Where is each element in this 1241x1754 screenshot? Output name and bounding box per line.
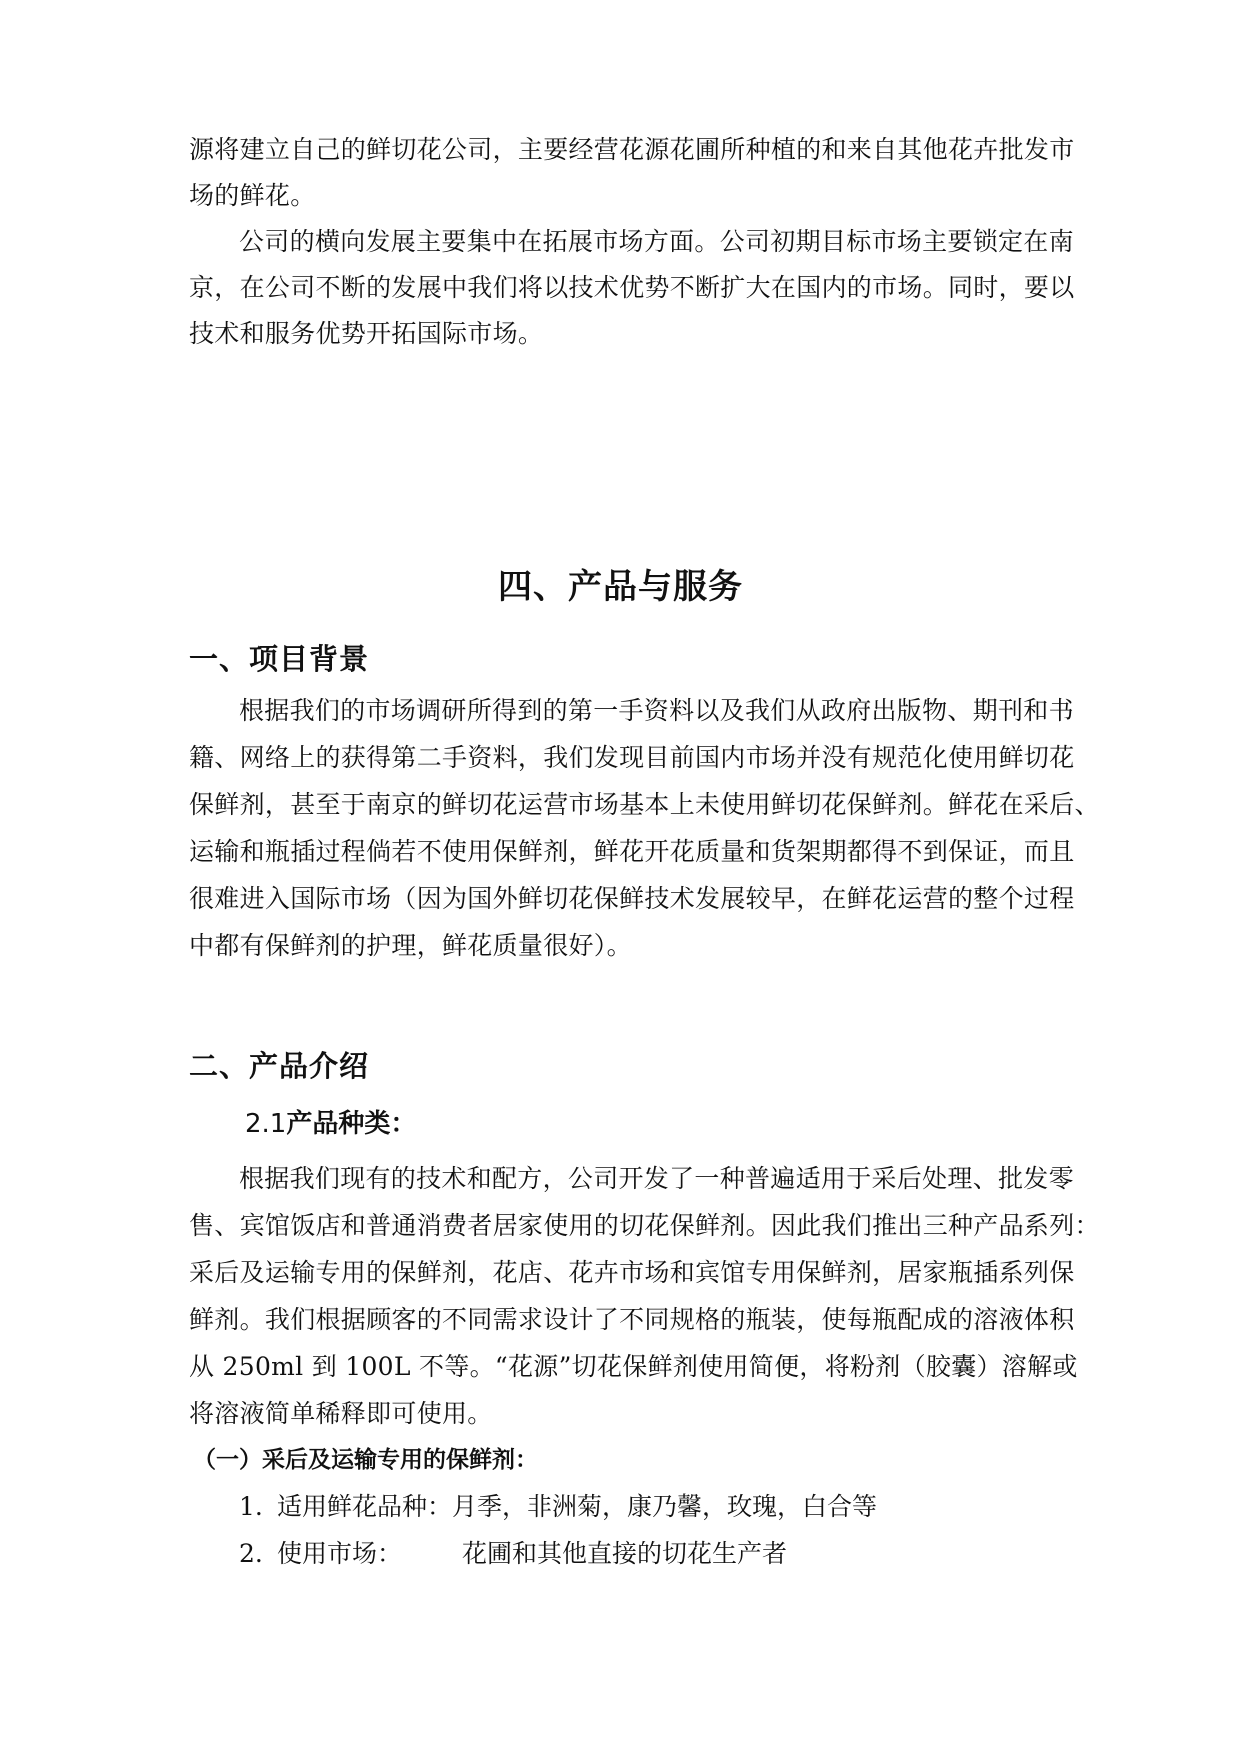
list-item-value: 月季，非洲菊，康乃馨，玫瑰，白合等	[452, 1492, 878, 1521]
list-item-number: 1.	[239, 1492, 263, 1521]
list-item-label: 适用鲜花品种：	[277, 1492, 453, 1521]
intro-line-1: 源将建立自己的鲜切花公司，主要经营花源花圃所种植的和来自其他花卉批发市	[189, 135, 1075, 164]
list-item-value: 花圃和其他直接的切花生产者	[462, 1539, 788, 1568]
background-line-6: 中都有保鲜剂的护理，鲜花质量很好）。	[189, 931, 632, 960]
background-line-5: 很难进入国际市场（因为国外鲜切花保鲜技术发展较早，在鲜花运营的整个过程	[189, 884, 1075, 913]
background-line-4: 运输和瓶插过程倘若不使用保鲜剂，鲜花开花质量和货架期都得不到保证，而且	[189, 837, 1075, 866]
list-item-market	[239, 1538, 787, 1570]
list-item-number: 2.	[239, 1539, 263, 1568]
section-title-background: 一、项目背景	[189, 642, 370, 676]
subhead-postharvest: （一）采后及运输专用的保鲜剂：	[193, 1446, 538, 1473]
products-line-3: 采后及运输专用的保鲜剂，花店、花卉市场和宾馆专用保鲜剂，居家瓶插系列保	[189, 1258, 1075, 1287]
intro-line-3: 公司的横向发展主要集中在拓展市场方面。公司初期目标市场主要锁定在南	[239, 227, 1074, 256]
products-line-6: 将溶液简单稀释即可使用。	[189, 1399, 493, 1428]
subsection-number: 2.1	[245, 1109, 287, 1139]
products-line-1: 根据我们现有的技术和配方，公司开发了一种普遍适用于采后处理、批发零	[239, 1164, 1074, 1193]
chapter-title: 四、产品与服务	[498, 567, 743, 607]
background-line-2: 籍、网络上的获得第二手资料，我们发现目前国内市场并没有规范化使用鲜切花	[189, 743, 1075, 772]
list-item-applicable-varieties	[239, 1491, 877, 1523]
section-title-products: 二、产品介绍	[189, 1049, 370, 1083]
intro-line-5: 技术和服务优势开拓国际市场。	[189, 319, 544, 348]
products-line-2: 售、宾馆饭店和普通消费者居家使用的切花保鲜剂。因此我们推出三种产品系列：	[189, 1211, 1100, 1240]
intro-line-4: 京，在公司不断的发展中我们将以技术优势不断扩大在国内的市场。同时，要以	[189, 273, 1075, 302]
background-line-1: 根据我们的市场调研所得到的第一手资料以及我们从政府出版物、期刊和书	[239, 696, 1074, 725]
subsection-label: 产品种类：	[286, 1109, 417, 1139]
background-line-3: 保鲜剂，甚至于南京的鲜切花运营市场基本上未使用鲜切花保鲜剂。鲜花在采后、	[189, 790, 1100, 819]
products-line-4: 鲜剂。我们根据顾客的不同需求设计了不同规格的瓶装，使每瓶配成的溶液体积	[189, 1305, 1075, 1334]
subsection-title-product-types	[245, 1107, 416, 1141]
intro-line-2: 场的鲜花。	[189, 181, 316, 210]
products-line-5: 从 250ml 到 100L 不等。“花源”切花保鲜剂使用简便，将粉剂（胶囊）溶解或	[189, 1352, 1078, 1381]
list-item-label: 使用市场：	[277, 1539, 403, 1568]
